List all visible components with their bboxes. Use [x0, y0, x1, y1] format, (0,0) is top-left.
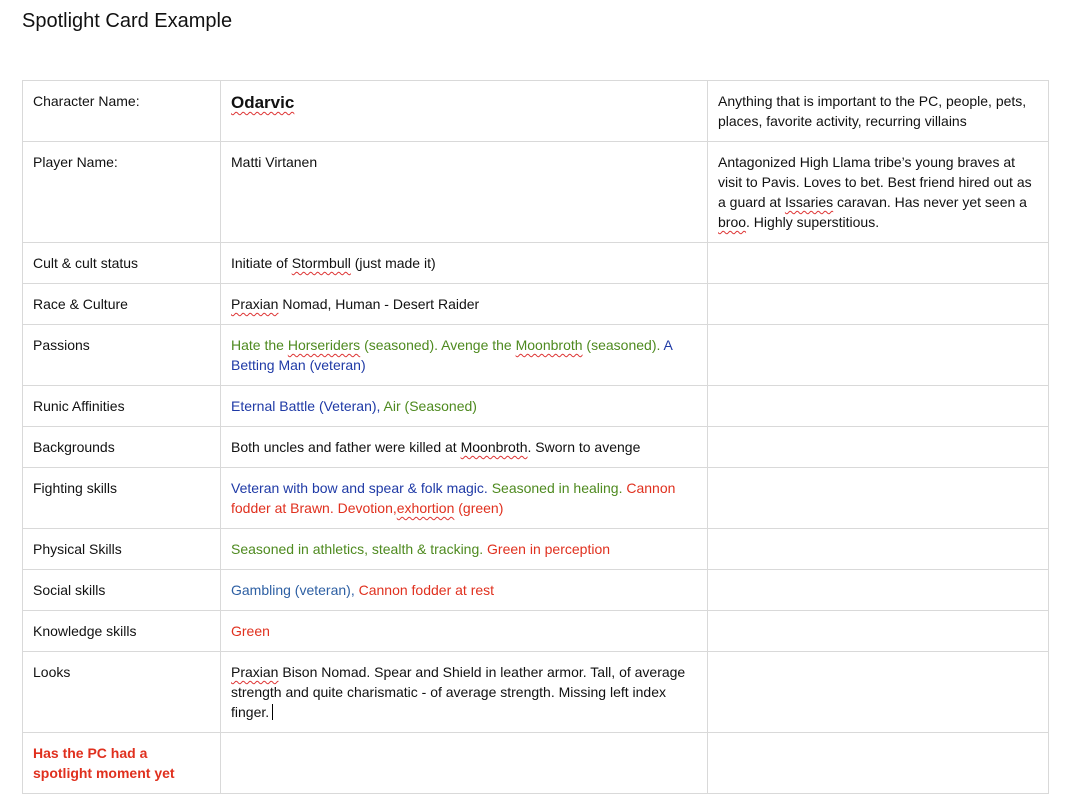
misspelled-word: Praxian [231, 296, 279, 312]
document-title: Spotlight Card Example [22, 10, 233, 32]
green-level-text: Green in perception [487, 541, 611, 557]
cell-label[interactable] [23, 733, 221, 794]
misspelled-word: Stormbull [291, 255, 351, 271]
cell-value[interactable] [221, 570, 708, 611]
cannon-fodder-text: (green) [454, 500, 504, 516]
veteran-text: A Betting Man (veteran) [231, 337, 673, 373]
table-row-race [23, 284, 1049, 325]
row-label: Race & Culture [33, 296, 128, 312]
notes-text: . Highly superstitious. [746, 214, 880, 230]
value-text: Initiate of [231, 255, 292, 271]
row-label: Character Name: [33, 93, 140, 109]
cell-notes[interactable] [708, 243, 1049, 284]
table-row-looks [23, 652, 1049, 733]
cell-value[interactable] [221, 386, 708, 427]
cell-label[interactable] [23, 142, 221, 243]
cell-value[interactable] [221, 468, 708, 529]
table-row-fighting [23, 468, 1049, 529]
misspelled-word: broo [718, 214, 747, 230]
table-row-passions [23, 325, 1049, 386]
misspelled-word: Moonbroth [515, 337, 583, 353]
cell-value[interactable] [221, 611, 708, 652]
separator-text: , [350, 582, 359, 598]
cell-value[interactable] [221, 529, 708, 570]
misspelled-word: Issaries [784, 194, 834, 210]
row-label: Runic Affinities [33, 398, 125, 414]
cell-notes[interactable] [708, 81, 1049, 142]
cell-notes[interactable] [708, 529, 1049, 570]
cannon-fodder-text: Cannon fodder at rest [358, 582, 495, 598]
cell-value[interactable] [221, 243, 708, 284]
cell-notes[interactable] [708, 652, 1049, 733]
player-name-value: Matti Virtanen [231, 154, 318, 170]
table-row-character [23, 81, 1049, 142]
row-label: Fighting skills [33, 480, 118, 496]
seasoned-text: Seasoned in healing. [491, 480, 627, 496]
value-text: Both uncles and father were killed at [231, 439, 461, 455]
spotlight-card-table [22, 80, 1049, 794]
seasoned-text: (seasoned). Avenge the [360, 337, 516, 353]
cell-value[interactable] [221, 325, 708, 386]
table-row-player [23, 142, 1049, 243]
table-row-backgrounds [23, 427, 1049, 468]
cell-notes[interactable] [708, 386, 1049, 427]
row-label: Knowledge skills [33, 623, 137, 639]
cell-notes[interactable] [708, 427, 1049, 468]
cell-notes[interactable] [708, 570, 1049, 611]
cell-notes[interactable] [708, 284, 1049, 325]
cell-value[interactable] [221, 142, 708, 243]
cell-label[interactable] [23, 386, 221, 427]
veteran-text: Veteran with bow and spear & folk magic. [231, 480, 492, 496]
notes-text: caravan. Has never yet seen a [833, 194, 1027, 210]
row-label: Physical Skills [33, 541, 122, 557]
value-text: Bison Nomad. Spear and Shield in leather armor. Tall, of average strength and quite charismatic - of average strength. Missing left index finger. [231, 664, 686, 720]
row-label: Backgrounds [33, 439, 115, 455]
cell-label[interactable] [23, 468, 221, 529]
veteran-text: Eternal Battle (Veteran) [231, 398, 377, 414]
value-text: (just made it) [350, 255, 436, 271]
cell-label[interactable] [23, 243, 221, 284]
seasoned-text: Hate the [231, 337, 288, 353]
seasoned-text: Air (Seasoned) [383, 398, 477, 414]
cell-value[interactable] [221, 284, 708, 325]
cell-label[interactable] [23, 427, 221, 468]
cell-label[interactable] [23, 325, 221, 386]
cell-notes[interactable] [708, 611, 1049, 652]
separator-text: , [376, 398, 384, 414]
table-row-cult [23, 243, 1049, 284]
row-label: Social skills [33, 582, 106, 598]
row-label: Passions [33, 337, 90, 353]
cell-label[interactable] [23, 81, 221, 142]
misspelled-word: Praxian [231, 664, 279, 680]
notes-text: Antagonized High Llama tribe’s young braves at visit to Pavis. Loves to bet. Best friend hired out as a guard at [718, 154, 1032, 210]
cell-value[interactable] [221, 733, 708, 794]
seasoned-text: (seasoned). [582, 337, 664, 353]
value-text: Nomad, Human - Desert Raider [278, 296, 480, 312]
misspelled-word: Moonbroth [460, 439, 528, 455]
cell-notes[interactable] [708, 325, 1049, 386]
table-row-runic [23, 386, 1049, 427]
cell-notes[interactable] [708, 142, 1049, 243]
value-text: . Sworn to avenge [527, 439, 641, 455]
cell-label[interactable] [23, 284, 221, 325]
row-label: Player Name: [33, 154, 118, 170]
spotlight-question: Has the PC had a spotlight moment yet [33, 745, 175, 781]
seasoned-text: Seasoned in athletics, stealth & tracking. [231, 541, 488, 557]
cannon-fodder-text: Cannon fodder at Brawn. Devotion, [231, 480, 676, 516]
cell-value[interactable] [221, 81, 708, 142]
cell-label[interactable] [23, 570, 221, 611]
veteran-text: Gambling (veteran) [231, 582, 351, 598]
cell-value[interactable] [221, 427, 708, 468]
cell-notes[interactable] [708, 468, 1049, 529]
cell-label[interactable] [23, 611, 221, 652]
text-cursor [272, 704, 273, 720]
character-name-value: Odarvic [231, 93, 295, 112]
cell-label[interactable] [23, 529, 221, 570]
cell-value[interactable] [221, 652, 708, 733]
misspelled-word: exhortion [396, 500, 455, 516]
green-level-text: Green [231, 623, 270, 639]
table-row-social [23, 570, 1049, 611]
table-row-knowledge [23, 611, 1049, 652]
row-label: Cult & cult status [33, 255, 139, 271]
notes-text: Anything that is important to the PC, people, pets, places, favorite activity, recurring villains [718, 93, 1027, 129]
row-label: Looks [33, 664, 71, 680]
misspelled-word: Horseriders [287, 337, 361, 353]
cell-notes[interactable] [708, 733, 1049, 794]
table-row-physical [23, 529, 1049, 570]
cell-label[interactable] [23, 652, 221, 733]
table-row-spotlight [23, 733, 1049, 794]
